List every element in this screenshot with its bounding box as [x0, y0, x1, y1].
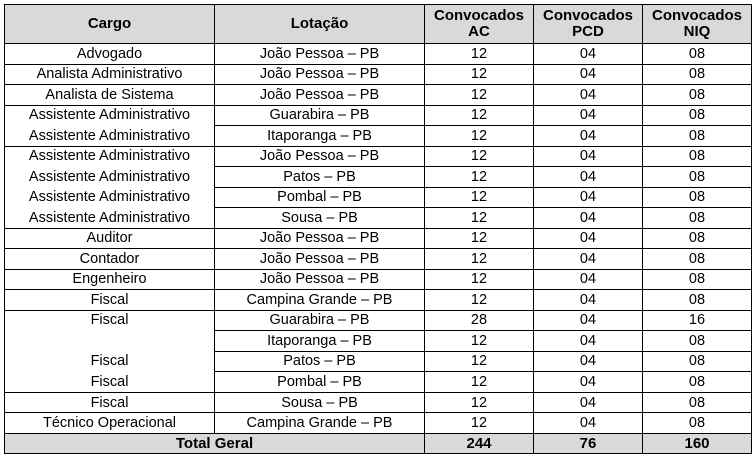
- cell-cargo: Assistente Administrativo: [5, 167, 215, 188]
- header-lotacao: Lotação: [215, 5, 425, 44]
- header-convocados-pcd: [534, 5, 643, 44]
- cell-pcd: 04: [534, 413, 643, 434]
- cell-cargo: Contador: [5, 249, 215, 270]
- convocados-table: [4, 4, 752, 454]
- table-header: [5, 5, 752, 44]
- header-pcd-line1: Convocados: [542, 7, 633, 24]
- cell-niq: 08: [643, 290, 752, 311]
- cell-pcd: 04: [534, 310, 643, 331]
- cell-pcd: 04: [534, 187, 643, 208]
- cell-cargo: Fiscal: [5, 351, 215, 372]
- cell-lotacao: Pombal – PB: [215, 372, 425, 393]
- cell-lotacao: Patos – PB: [215, 167, 425, 188]
- cell-lotacao: Guarabira – PB: [215, 105, 425, 126]
- cell-niq: 08: [643, 167, 752, 188]
- cell-pcd: 04: [534, 146, 643, 167]
- table-row: [5, 187, 752, 208]
- cell-niq: 08: [643, 105, 752, 126]
- cell-lotacao: Itaporanga – PB: [215, 331, 425, 352]
- header-ac-line2: AC: [468, 23, 490, 40]
- cell-lotacao: Itaporanga – PB: [215, 126, 425, 147]
- cell-lotacao: João Pessoa – PB: [215, 64, 425, 85]
- table-row: [5, 269, 752, 290]
- table-row: [5, 228, 752, 249]
- cell-pcd: 04: [534, 269, 643, 290]
- table-row: [5, 372, 752, 393]
- cell-ac: 12: [425, 228, 534, 249]
- header-cargo: Cargo: [5, 5, 215, 44]
- cell-ac: 12: [425, 290, 534, 311]
- table-row: [5, 392, 752, 413]
- cell-pcd: 04: [534, 64, 643, 85]
- cell-cargo: Assistente Administrativo: [5, 126, 215, 147]
- total-niq: 160: [643, 434, 752, 454]
- cell-ac: 12: [425, 146, 534, 167]
- cell-cargo: Advogado: [5, 44, 215, 65]
- cell-lotacao: Pombal – PB: [215, 187, 425, 208]
- cell-ac: 12: [425, 208, 534, 229]
- cell-niq: 08: [643, 351, 752, 372]
- header-ac-line1: Convocados: [433, 7, 524, 24]
- header-row: [5, 5, 752, 44]
- table-row: [5, 208, 752, 229]
- cell-ac: 12: [425, 351, 534, 372]
- cell-pcd: 04: [534, 208, 643, 229]
- cell-pcd: 04: [534, 249, 643, 270]
- cell-pcd: 04: [534, 44, 643, 65]
- cell-cargo: Assistente Administrativo: [5, 208, 215, 229]
- cell-cargo: Engenheiro: [5, 269, 215, 290]
- table-row: [5, 126, 752, 147]
- cell-cargo: Analista de Sistema: [5, 85, 215, 106]
- cell-ac: 12: [425, 126, 534, 147]
- cell-ac: 12: [425, 64, 534, 85]
- table-row: [5, 44, 752, 65]
- header-niq-line1: Convocados: [651, 7, 742, 24]
- cell-niq: 08: [643, 269, 752, 290]
- cell-lotacao: João Pessoa – PB: [215, 269, 425, 290]
- total-label: Total Geral: [5, 434, 425, 454]
- cell-cargo: Auditor: [5, 228, 215, 249]
- cell-ac: 12: [425, 249, 534, 270]
- table-row: [5, 290, 752, 311]
- header-pcd-line2: PCD: [572, 23, 604, 40]
- table-row: [5, 167, 752, 188]
- cell-cargo: Técnico Operacional: [5, 413, 215, 434]
- cell-niq: 08: [643, 126, 752, 147]
- cell-ac: 12: [425, 187, 534, 208]
- cell-ac: 12: [425, 44, 534, 65]
- table-row: [5, 310, 752, 331]
- total-pcd: 76: [534, 434, 643, 454]
- cell-niq: 08: [643, 249, 752, 270]
- table-footer: [5, 434, 752, 454]
- cell-cargo: [5, 331, 215, 352]
- cell-niq: 08: [643, 208, 752, 229]
- cell-ac: 12: [425, 372, 534, 393]
- cell-lotacao: Campina Grande – PB: [215, 290, 425, 311]
- table-row: [5, 413, 752, 434]
- cell-lotacao: Patos – PB: [215, 351, 425, 372]
- header-convocados-niq: [643, 5, 752, 44]
- table-body: [5, 44, 752, 434]
- cell-cargo: Assistente Administrativo: [5, 146, 215, 167]
- cell-cargo: Fiscal: [5, 392, 215, 413]
- cell-pcd: 04: [534, 372, 643, 393]
- cell-pcd: 04: [534, 228, 643, 249]
- cell-ac: 12: [425, 167, 534, 188]
- cell-niq: 08: [643, 146, 752, 167]
- cell-pcd: 04: [534, 331, 643, 352]
- table-row: [5, 105, 752, 126]
- cell-lotacao: Campina Grande – PB: [215, 413, 425, 434]
- cell-lotacao: Sousa – PB: [215, 392, 425, 413]
- cell-ac: 12: [425, 269, 534, 290]
- table-row: [5, 249, 752, 270]
- cell-lotacao: João Pessoa – PB: [215, 44, 425, 65]
- cell-lotacao: João Pessoa – PB: [215, 146, 425, 167]
- cell-cargo: Fiscal: [5, 372, 215, 393]
- cell-pcd: 04: [534, 105, 643, 126]
- header-convocados-ac: [425, 5, 534, 44]
- table-row: [5, 146, 752, 167]
- cell-niq: 08: [643, 64, 752, 85]
- cell-pcd: 04: [534, 392, 643, 413]
- cell-niq: 16: [643, 310, 752, 331]
- total-row: [5, 434, 752, 454]
- cell-cargo: Fiscal: [5, 310, 215, 331]
- cell-niq: 08: [643, 228, 752, 249]
- header-niq-line2: NIQ: [683, 23, 711, 40]
- cell-pcd: 04: [534, 126, 643, 147]
- cell-lotacao: João Pessoa – PB: [215, 228, 425, 249]
- cell-ac: 12: [425, 413, 534, 434]
- cell-ac: 12: [425, 331, 534, 352]
- cell-ac: 12: [425, 105, 534, 126]
- table-row: [5, 351, 752, 372]
- cell-pcd: 04: [534, 167, 643, 188]
- cell-ac: 12: [425, 392, 534, 413]
- cell-lotacao: Guarabira – PB: [215, 310, 425, 331]
- cell-niq: 08: [643, 44, 752, 65]
- table-row: [5, 331, 752, 352]
- table-row: [5, 64, 752, 85]
- cell-pcd: 04: [534, 85, 643, 106]
- cell-cargo: Assistente Administrativo: [5, 105, 215, 126]
- cell-ac: 28: [425, 310, 534, 331]
- table-row: [5, 85, 752, 106]
- cell-cargo: Analista Administrativo: [5, 64, 215, 85]
- cell-lotacao: João Pessoa – PB: [215, 249, 425, 270]
- cell-lotacao: João Pessoa – PB: [215, 85, 425, 106]
- cell-pcd: 04: [534, 290, 643, 311]
- cell-niq: 08: [643, 331, 752, 352]
- cell-niq: 08: [643, 372, 752, 393]
- cell-ac: 12: [425, 85, 534, 106]
- cell-pcd: 04: [534, 351, 643, 372]
- total-ac: 244: [425, 434, 534, 454]
- cell-niq: 08: [643, 413, 752, 434]
- cell-cargo: Fiscal: [5, 290, 215, 311]
- cell-niq: 08: [643, 85, 752, 106]
- cell-niq: 08: [643, 187, 752, 208]
- cell-lotacao: Sousa – PB: [215, 208, 425, 229]
- cell-cargo: Assistente Administrativo: [5, 187, 215, 208]
- cell-niq: 08: [643, 392, 752, 413]
